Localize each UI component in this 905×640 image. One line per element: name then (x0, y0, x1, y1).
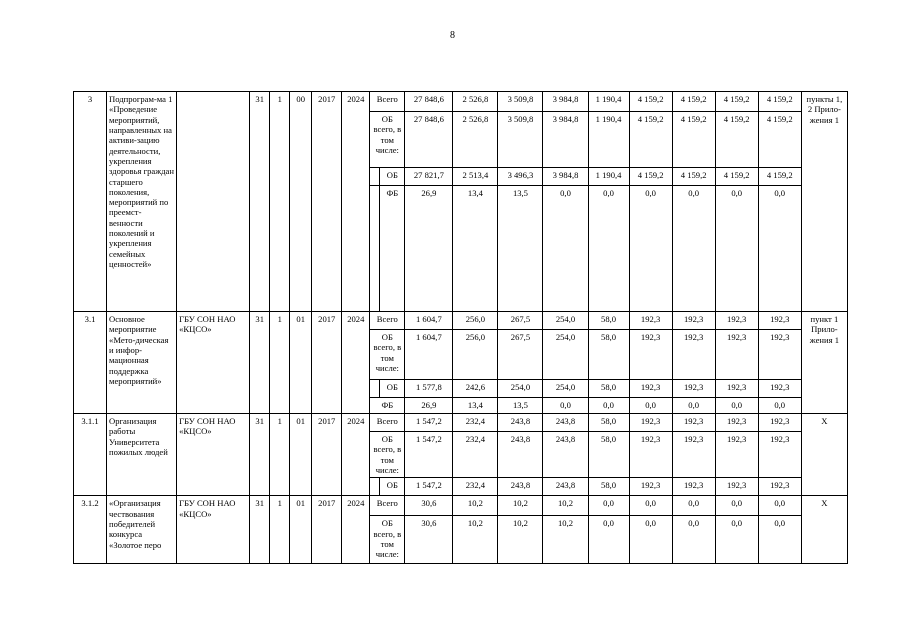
source-label: ОБ всего, в том числе: (370, 112, 405, 168)
table-row (74, 92, 848, 112)
note-cell: пункты 1, 2 Прило-жения 1 (801, 92, 847, 312)
year-start: 2017 (312, 496, 342, 564)
amount-cell: 192,3 (715, 380, 758, 398)
amount-cell: 1 190,4 (588, 168, 629, 186)
amount-cell: 254,0 (543, 380, 588, 398)
code-measure: 01 (290, 414, 312, 496)
source-label: ОБ (380, 380, 405, 398)
amount-cell: 243,8 (498, 432, 543, 478)
amount-cell: 192,3 (758, 330, 801, 380)
amount-cell: 1 190,4 (588, 112, 629, 168)
amount-cell: 4 159,2 (672, 168, 715, 186)
row-number: 3.1.2 (74, 496, 107, 564)
amount-cell: 0,0 (758, 496, 801, 516)
code-subprogram: 1 (270, 414, 290, 496)
amount-cell: 243,8 (543, 432, 588, 478)
amount-cell: 10,2 (543, 496, 588, 516)
amount-cell: 4 159,2 (758, 168, 801, 186)
amount-cell: 2 526,8 (453, 112, 498, 168)
source-label: Всего (370, 92, 405, 112)
amount-cell: 192,3 (629, 478, 672, 496)
amount-cell: 192,3 (715, 312, 758, 330)
amount-cell: 26,9 (405, 398, 453, 414)
amount-cell: 3 509,8 (498, 112, 543, 168)
amount-cell: 0,0 (715, 516, 758, 564)
amount-cell: 243,8 (543, 478, 588, 496)
amount-cell: 27 848,6 (405, 92, 453, 112)
indent-cell (370, 380, 380, 398)
note-cell: Х (801, 414, 847, 496)
indent-cell (370, 478, 380, 496)
code-subprogram: 1 (270, 312, 290, 414)
amount-cell: 254,0 (543, 330, 588, 380)
code-subprogram: 1 (270, 496, 290, 564)
amount-cell: 192,3 (715, 432, 758, 478)
amount-cell: 192,3 (758, 414, 801, 432)
amount-cell: 1 547,2 (405, 432, 453, 478)
amount-cell: 0,0 (588, 398, 629, 414)
amount-cell: 192,3 (629, 380, 672, 398)
amount-cell: 243,8 (543, 414, 588, 432)
code-program: 31 (250, 496, 270, 564)
amount-cell: 4 159,2 (715, 168, 758, 186)
amount-cell: 10,2 (498, 496, 543, 516)
amount-cell: 0,0 (715, 496, 758, 516)
code-measure: 00 (290, 92, 312, 312)
amount-cell: 192,3 (629, 432, 672, 478)
amount-cell: 192,3 (715, 414, 758, 432)
amount-cell: 232,4 (453, 478, 498, 496)
amount-cell: 232,4 (453, 414, 498, 432)
amount-cell: 4 159,2 (758, 92, 801, 112)
amount-cell: 13,5 (498, 398, 543, 414)
budget-table (73, 91, 848, 564)
amount-cell: 0,0 (672, 496, 715, 516)
source-label: ОБ всего, в том числе: (370, 516, 405, 564)
amount-cell: 1 577,8 (405, 380, 453, 398)
code-subprogram: 1 (270, 92, 290, 312)
year-start: 2017 (312, 414, 342, 496)
amount-cell: 4 159,2 (715, 92, 758, 112)
measure-name: «Организация чествования победителей конкурса «Золотое перо (107, 496, 177, 564)
amount-cell: 58,0 (588, 478, 629, 496)
amount-cell: 10,2 (453, 496, 498, 516)
amount-cell: 13,4 (453, 186, 498, 312)
amount-cell: 192,3 (672, 432, 715, 478)
amount-cell: 30,6 (405, 516, 453, 564)
amount-cell: 10,2 (543, 516, 588, 564)
amount-cell: 3 509,8 (498, 92, 543, 112)
amount-cell: 192,3 (672, 312, 715, 330)
code-measure: 01 (290, 312, 312, 414)
amount-cell: 4 159,2 (629, 92, 672, 112)
amount-cell: 4 159,2 (758, 112, 801, 168)
amount-cell: 192,3 (672, 414, 715, 432)
page-number: 8 (450, 30, 455, 41)
year-start: 2017 (312, 312, 342, 414)
row-number: 3.1 (74, 312, 107, 414)
amount-cell: 267,5 (498, 330, 543, 380)
amount-cell: 254,0 (543, 312, 588, 330)
amount-cell: 0,0 (629, 496, 672, 516)
amount-cell: 232,4 (453, 432, 498, 478)
amount-cell: 0,0 (715, 398, 758, 414)
amount-cell: 0,0 (672, 516, 715, 564)
amount-cell: 192,3 (758, 478, 801, 496)
amount-cell: 0,0 (588, 496, 629, 516)
source-label: Всего (370, 312, 405, 330)
amount-cell: 243,8 (498, 478, 543, 496)
year-end: 2024 (342, 496, 370, 564)
executor: ГБУ СОН НАО «КЦСО» (177, 496, 250, 564)
source-label: ОБ (380, 478, 405, 496)
source-label: Всего (370, 496, 405, 516)
table-row (74, 496, 848, 516)
amount-cell: 192,3 (629, 414, 672, 432)
table-row (74, 414, 848, 432)
amount-cell: 192,3 (672, 330, 715, 380)
year-end: 2024 (342, 92, 370, 312)
note-cell: пункт 1 Прило-жения 1 (801, 312, 847, 414)
amount-cell: 192,3 (629, 312, 672, 330)
amount-cell: 192,3 (758, 432, 801, 478)
amount-cell: 58,0 (588, 432, 629, 478)
amount-cell: 0,0 (588, 516, 629, 564)
measure-name: Подпрограм-ма 1 «Проведение мероприятий, направленных на активи-зацию деятельности, укрепления здоровья граждан старшего поколения, мероприятий по преемст-венности поколений и укрепления семейных ценностей» (107, 92, 177, 312)
amount-cell: 2 526,8 (453, 92, 498, 112)
table-row (74, 312, 848, 330)
amount-cell: 267,5 (498, 312, 543, 330)
amount-cell: 1 547,2 (405, 414, 453, 432)
measure-name: Организация работы Университета пожилых людей (107, 414, 177, 496)
amount-cell: 0,0 (543, 398, 588, 414)
amount-cell: 10,2 (453, 516, 498, 564)
amount-cell: 4 159,2 (629, 168, 672, 186)
amount-cell: 192,3 (758, 312, 801, 330)
row-number: 3.1.1 (74, 414, 107, 496)
amount-cell: 3 984,8 (543, 92, 588, 112)
code-program: 31 (250, 92, 270, 312)
amount-cell: 0,0 (672, 398, 715, 414)
amount-cell: 2 513,4 (453, 168, 498, 186)
amount-cell: 0,0 (629, 186, 672, 312)
amount-cell: 4 159,2 (672, 92, 715, 112)
source-label: ФБ (370, 398, 405, 414)
year-end: 2024 (342, 312, 370, 414)
measure-name: Основное мероприятие «Мето-дическая и инфор-мационная поддержка мероприятий» (107, 312, 177, 414)
amount-cell: 26,9 (405, 186, 453, 312)
code-program: 31 (250, 312, 270, 414)
source-label: ОБ всего, в том числе: (370, 330, 405, 380)
indent-cell (370, 168, 380, 186)
source-label: ОБ всего, в том числе: (370, 432, 405, 478)
amount-cell: 1 547,2 (405, 478, 453, 496)
row-number: 3 (74, 92, 107, 312)
amount-cell: 13,5 (498, 186, 543, 312)
amount-cell: 243,8 (498, 414, 543, 432)
amount-cell: 3 984,8 (543, 112, 588, 168)
amount-cell: 0,0 (543, 186, 588, 312)
amount-cell: 256,0 (453, 312, 498, 330)
amount-cell: 27 848,6 (405, 112, 453, 168)
amount-cell: 27 821,7 (405, 168, 453, 186)
amount-cell: 192,3 (758, 380, 801, 398)
code-measure: 01 (290, 496, 312, 564)
amount-cell: 3 496,3 (498, 168, 543, 186)
amount-cell: 30,6 (405, 496, 453, 516)
amount-cell: 0,0 (758, 398, 801, 414)
amount-cell: 10,2 (498, 516, 543, 564)
amount-cell: 0,0 (588, 186, 629, 312)
source-label: Всего (370, 414, 405, 432)
amount-cell: 1 604,7 (405, 312, 453, 330)
amount-cell: 254,0 (498, 380, 543, 398)
amount-cell: 192,3 (672, 478, 715, 496)
amount-cell: 13,4 (453, 398, 498, 414)
amount-cell: 58,0 (588, 380, 629, 398)
executor: ГБУ СОН НАО «КЦСО» (177, 312, 250, 414)
note-cell: Х (801, 496, 847, 564)
amount-cell: 1 190,4 (588, 92, 629, 112)
code-program: 31 (250, 414, 270, 496)
amount-cell: 58,0 (588, 312, 629, 330)
year-start: 2017 (312, 92, 342, 312)
amount-cell: 4 159,2 (715, 112, 758, 168)
amount-cell: 58,0 (588, 330, 629, 380)
amount-cell: 192,3 (715, 330, 758, 380)
amount-cell: 0,0 (629, 398, 672, 414)
amount-cell: 4 159,2 (629, 112, 672, 168)
source-label: ОБ (380, 168, 405, 186)
amount-cell: 0,0 (672, 186, 715, 312)
year-end: 2024 (342, 414, 370, 496)
amount-cell: 242,6 (453, 380, 498, 398)
amount-cell: 4 159,2 (672, 112, 715, 168)
amount-cell: 0,0 (629, 516, 672, 564)
amount-cell: 0,0 (758, 186, 801, 312)
executor (177, 92, 250, 312)
amount-cell: 1 604,7 (405, 330, 453, 380)
amount-cell: 3 984,8 (543, 168, 588, 186)
indent-cell (370, 186, 380, 312)
amount-cell: 192,3 (629, 330, 672, 380)
amount-cell: 58,0 (588, 414, 629, 432)
source-label: ФБ (380, 186, 405, 312)
amount-cell: 192,3 (672, 380, 715, 398)
amount-cell: 192,3 (715, 478, 758, 496)
amount-cell: 0,0 (715, 186, 758, 312)
amount-cell: 0,0 (758, 516, 801, 564)
amount-cell: 256,0 (453, 330, 498, 380)
executor: ГБУ СОН НАО «КЦСО» (177, 414, 250, 496)
